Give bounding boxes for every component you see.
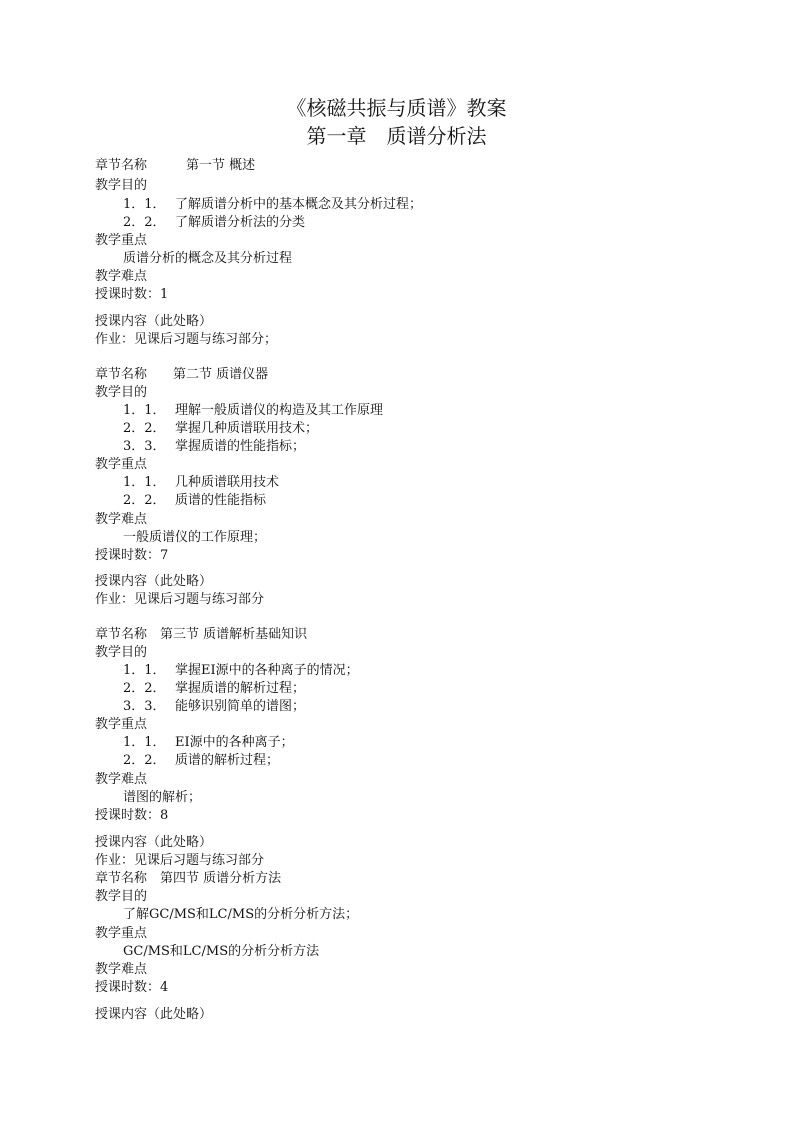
teaching-content: 授课内容（此处略） <box>95 835 213 850</box>
difficulty-text: 谱图的解析； <box>123 790 202 805</box>
homework: 作业：见课后习题与练习部分 <box>95 853 265 868</box>
item-text: 掌握几种质谱联用技术； <box>175 421 319 436</box>
homework: 作业：见课后习题与练习部分 <box>95 592 265 607</box>
section-name: 第三节 质谱解析基础知识 <box>160 627 308 642</box>
item-number: 1．1． <box>123 403 166 418</box>
homework: 作业：见课后习题与练习部分； <box>95 332 278 347</box>
item-number: 1．1． <box>123 197 166 212</box>
goal-item <box>123 214 305 232</box>
teaching-hours: 授课时数：1 <box>95 287 169 302</box>
section-4-name-row <box>95 870 281 888</box>
section-name-label: 章节名称 <box>95 158 148 173</box>
key-item <box>123 734 294 752</box>
item-text: 理解一般质谱仪的构造及其工作原理 <box>175 403 384 418</box>
difficulty-label: 教学难点 <box>95 512 148 527</box>
item-number: 2．2． <box>123 753 166 768</box>
teaching-hours: 授课时数：7 <box>95 548 169 563</box>
item-number: 2．2． <box>123 681 166 696</box>
item-text: 质谱的解析过程； <box>175 753 280 768</box>
item-text: 了解质谱分析中的基本概念及其分析过程； <box>175 197 423 212</box>
key-label: 教学重点 <box>95 233 148 248</box>
key-text: 质谱分析的概念及其分析过程 <box>123 251 293 266</box>
key-label: 教学重点 <box>95 457 148 472</box>
goal-item <box>123 680 305 698</box>
key-text: GC/MS和LC/MS的分析分析方法 <box>123 944 320 959</box>
section-name: 第二节 质谱仪器 <box>173 367 269 382</box>
teaching-hours: 授课时数：8 <box>95 808 169 823</box>
item-text: 质谱的性能指标 <box>175 493 267 508</box>
item-text: 了解质谱分析法的分类 <box>175 215 306 230</box>
section-2-name-row <box>95 366 268 384</box>
item-number: 2．2． <box>123 215 166 230</box>
key-label: 教学重点 <box>95 926 148 941</box>
section-name-label: 章节名称 <box>95 871 148 886</box>
item-text: 掌握质谱的解析过程； <box>175 681 306 696</box>
section-1-name-row <box>95 157 255 175</box>
document-title: 《核磁共振与质谱》教案 <box>286 96 507 120</box>
goal-label: 教学目的 <box>95 385 148 400</box>
goal-item <box>123 438 305 456</box>
goal-item <box>123 196 422 214</box>
key-item <box>123 492 266 510</box>
item-text: 掌握质谱的性能指标； <box>175 439 306 454</box>
item-text: 能够识别简单的谱图； <box>175 699 306 714</box>
item-number: 2．2． <box>123 421 166 436</box>
goal-text: 了解GC/MS和LC/MS的分析分析方法； <box>123 907 359 922</box>
item-text: 掌握EI源中的各种离子的情况； <box>175 663 359 678</box>
item-number: 3．3． <box>123 439 166 454</box>
key-item <box>123 474 279 492</box>
goal-label: 教学目的 <box>95 889 148 904</box>
chapter-title: 第一章 质谱分析法 <box>306 124 487 148</box>
teaching-content: 授课内容（此处略） <box>95 314 213 329</box>
goal-item <box>123 420 318 438</box>
difficulty-label: 教学难点 <box>95 962 148 977</box>
item-text: EI源中的各种离子； <box>175 735 294 750</box>
section-name: 第一节 概述 <box>186 158 256 173</box>
item-number: 2．2． <box>123 493 166 508</box>
item-number: 1．1． <box>123 475 166 490</box>
teaching-hours: 授课时数：4 <box>95 980 169 995</box>
item-number: 1．1． <box>123 663 166 678</box>
difficulty-text: 一般质谱仪的工作原理； <box>123 530 267 545</box>
goal-item <box>123 698 305 716</box>
difficulty-label: 教学难点 <box>95 772 148 787</box>
teaching-content: 授课内容（此处略） <box>95 574 213 589</box>
goal-label: 教学目的 <box>95 645 148 660</box>
section-name-label: 章节名称 <box>95 627 148 642</box>
goal-item <box>123 402 383 420</box>
key-item <box>123 752 279 770</box>
item-text: 几种质谱联用技术 <box>175 475 280 490</box>
goal-label: 教学目的 <box>95 178 148 193</box>
item-number: 1．1． <box>123 735 166 750</box>
section-name-label: 章节名称 <box>95 367 148 382</box>
key-label: 教学重点 <box>95 717 148 732</box>
section-3-name-row <box>95 626 307 644</box>
difficulty-label: 教学难点 <box>95 269 148 284</box>
teaching-content: 授课内容（此处略） <box>95 1007 213 1022</box>
section-name: 第四节 质谱分析方法 <box>160 871 282 886</box>
item-number: 3．3． <box>123 699 166 714</box>
goal-item <box>123 662 359 680</box>
